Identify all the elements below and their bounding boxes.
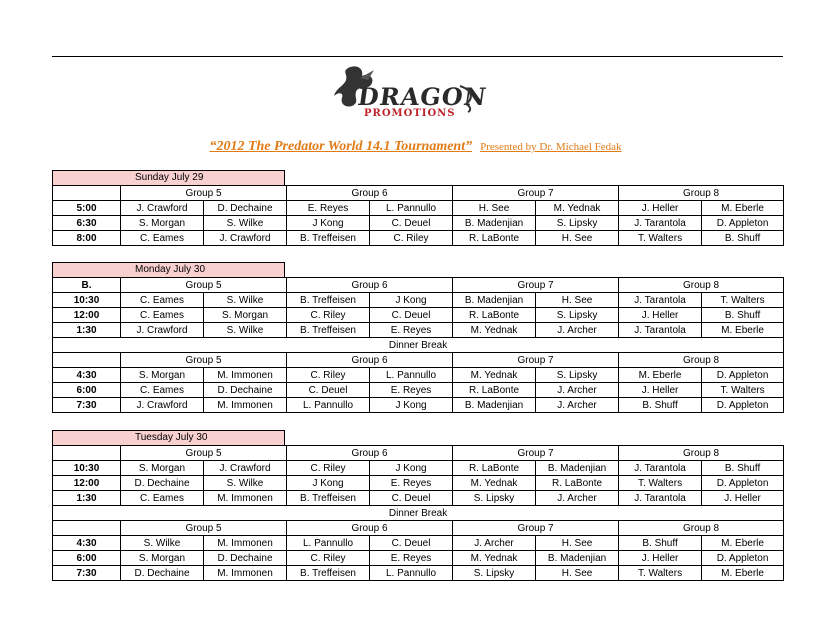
group-header: Group 7 <box>453 521 619 536</box>
player-cell: S. Lipsky <box>536 216 619 231</box>
player-cell: J Kong <box>287 476 370 491</box>
group-header: Group 8 <box>619 353 784 368</box>
group-header: Group 6 <box>287 278 453 293</box>
player-cell: S. Lipsky <box>536 368 619 383</box>
table-row <box>53 476 784 491</box>
player-cell: B. Madenjian <box>453 398 536 413</box>
player-cell: J. Heller <box>619 201 702 216</box>
player-cell: J. Crawford <box>204 231 287 246</box>
player-cell: C. Deuel <box>370 308 453 323</box>
corner-cell <box>53 353 121 368</box>
player-cell: E. Reyes <box>370 323 453 338</box>
time-cell: 8:00 <box>53 231 121 246</box>
break-row <box>53 338 784 353</box>
player-cell: S. Wilke <box>204 216 287 231</box>
group-header: Group 7 <box>453 278 619 293</box>
player-cell: D. Dechaine <box>204 201 287 216</box>
player-cell: B. Treffeisen <box>287 566 370 581</box>
dragon-tail-icon <box>458 84 478 114</box>
player-cell: B. Madenjian <box>453 293 536 308</box>
player-cell: H. See <box>536 231 619 246</box>
player-cell: L. Pannullo <box>370 201 453 216</box>
player-cell: M. Yednak <box>453 551 536 566</box>
player-cell: S. Wilke <box>204 476 287 491</box>
player-cell: J. Crawford <box>121 398 204 413</box>
player-cell: M. Eberle <box>702 566 784 581</box>
dragon-promotions-logo <box>330 62 489 124</box>
time-cell: 6:30 <box>53 216 121 231</box>
player-cell: M. Immonen <box>204 536 287 551</box>
group-header: Group 7 <box>453 186 619 201</box>
player-cell: S. Lipsky <box>453 566 536 581</box>
player-cell: C. Eames <box>121 308 204 323</box>
player-cell: D. Appleton <box>702 368 784 383</box>
time-cell: 5:00 <box>53 201 121 216</box>
table-row <box>53 536 784 551</box>
player-cell: J. Crawford <box>121 201 204 216</box>
group-header: Group 5 <box>121 186 287 201</box>
dinner-break: Dinner Break <box>53 338 784 353</box>
player-cell: S. Wilke <box>121 536 204 551</box>
player-cell: C. Riley <box>287 368 370 383</box>
player-cell: E. Reyes <box>370 551 453 566</box>
player-cell: J. Tarantola <box>619 491 702 506</box>
group-header: Group 5 <box>121 278 287 293</box>
player-cell: T. Walters <box>619 476 702 491</box>
player-cell: B. Treffeisen <box>287 293 370 308</box>
player-cell: M. Eberle <box>619 368 702 383</box>
player-cell: B. Shuff <box>702 461 784 476</box>
group-header-row <box>53 186 784 201</box>
player-cell: J. Tarantola <box>619 461 702 476</box>
player-cell: C. Deuel <box>370 491 453 506</box>
player-cell: T. Walters <box>619 566 702 581</box>
player-cell: B. Madenjian <box>536 461 619 476</box>
group-header-row <box>53 446 784 461</box>
table-row <box>53 231 784 246</box>
player-cell: H. See <box>536 536 619 551</box>
player-cell: E. Reyes <box>287 201 370 216</box>
player-cell: H. See <box>536 566 619 581</box>
table-row <box>53 566 784 581</box>
player-cell: J Kong <box>287 216 370 231</box>
player-cell: S. Morgan <box>121 216 204 231</box>
time-cell: 4:30 <box>53 536 121 551</box>
player-cell: S. Wilke <box>204 323 287 338</box>
player-cell: B. Shuff <box>702 231 784 246</box>
group-header: Group 8 <box>619 278 784 293</box>
player-cell: S. Lipsky <box>536 308 619 323</box>
player-cell: J Kong <box>370 398 453 413</box>
player-cell: C. Eames <box>121 231 204 246</box>
player-cell: R. LaBonte <box>453 308 536 323</box>
player-cell: M. Eberle <box>702 201 784 216</box>
player-cell: E. Reyes <box>370 476 453 491</box>
player-cell: L. Pannullo <box>287 536 370 551</box>
player-cell: M. Yednak <box>536 201 619 216</box>
player-cell: C. Eames <box>121 383 204 398</box>
player-cell: B. Treffeisen <box>287 491 370 506</box>
player-cell: S. Wilke <box>204 293 287 308</box>
player-cell: M. Eberle <box>702 323 784 338</box>
schedule-table <box>52 185 784 246</box>
group-header: Group 5 <box>121 353 287 368</box>
table-row <box>53 383 784 398</box>
group-header: Group 8 <box>619 186 784 201</box>
player-cell: J. Tarantola <box>619 293 702 308</box>
player-cell: D. Appleton <box>702 476 784 491</box>
player-cell: C. Riley <box>370 231 453 246</box>
player-cell: C. Riley <box>287 551 370 566</box>
player-cell: B. Treffeisen <box>287 323 370 338</box>
corner-cell: B. <box>53 278 121 293</box>
player-cell: J Kong <box>370 461 453 476</box>
player-cell: M. Yednak <box>453 323 536 338</box>
time-cell: 10:30 <box>53 293 121 308</box>
player-cell: J. Archer <box>536 398 619 413</box>
player-cell: R. LaBonte <box>453 383 536 398</box>
player-cell: D. Dechaine <box>204 551 287 566</box>
player-cell: J. Heller <box>619 551 702 566</box>
player-cell: B. Shuff <box>619 398 702 413</box>
player-cell: H. See <box>536 293 619 308</box>
player-cell: D. Dechaine <box>121 476 204 491</box>
player-cell: S. Morgan <box>121 551 204 566</box>
tournament-title <box>0 137 831 155</box>
schedule-table <box>52 277 784 413</box>
group-header: Group 6 <box>287 446 453 461</box>
player-cell: J. Heller <box>619 383 702 398</box>
table-row <box>53 461 784 476</box>
table-row <box>53 398 784 413</box>
player-cell: J. Crawford <box>204 461 287 476</box>
player-cell: D. Appleton <box>702 216 784 231</box>
group-header: Group 6 <box>287 521 453 536</box>
day-section <box>52 170 784 246</box>
player-cell: J Kong <box>370 293 453 308</box>
player-cell: L. Pannullo <box>370 368 453 383</box>
player-cell: R. LaBonte <box>536 476 619 491</box>
player-cell: S. Lipsky <box>453 491 536 506</box>
player-cell: J. Crawford <box>121 323 204 338</box>
player-cell: S. Morgan <box>121 461 204 476</box>
player-cell: C. Riley <box>287 461 370 476</box>
player-cell: M. Immonen <box>204 566 287 581</box>
player-cell: B. Shuff <box>619 536 702 551</box>
time-cell: 1:30 <box>53 491 121 506</box>
time-cell: 6:00 <box>53 383 121 398</box>
player-cell: R. LaBonte <box>453 461 536 476</box>
group-header-row <box>53 278 784 293</box>
day-section <box>52 430 784 581</box>
player-cell: E. Reyes <box>370 383 453 398</box>
day-header: Tuesday July 30 <box>52 430 285 445</box>
dinner-break: Dinner Break <box>53 506 784 521</box>
group-header: Group 6 <box>287 353 453 368</box>
player-cell: J. Tarantola <box>619 216 702 231</box>
player-cell: M. Eberle <box>702 536 784 551</box>
player-cell: C. Deuel <box>370 536 453 551</box>
player-cell: C. Deuel <box>287 383 370 398</box>
player-cell: D. Dechaine <box>204 383 287 398</box>
player-cell: M. Immonen <box>204 491 287 506</box>
player-cell: S. Morgan <box>204 308 287 323</box>
time-cell: 10:30 <box>53 461 121 476</box>
corner-cell <box>53 446 121 461</box>
logo-brand-text: DRAGON <box>355 82 489 111</box>
table-row <box>53 308 784 323</box>
title-main: “2012 The Predator World 14.1 Tournament” <box>209 139 473 154</box>
time-cell: 12:00 <box>53 476 121 491</box>
group-header-row <box>53 353 784 368</box>
group-header: Group 5 <box>121 521 287 536</box>
player-cell: B. Treffeisen <box>287 231 370 246</box>
player-cell: M. Immonen <box>204 368 287 383</box>
player-cell: L. Pannullo <box>370 566 453 581</box>
player-cell: B. Shuff <box>702 308 784 323</box>
group-header: Group 8 <box>619 446 784 461</box>
time-cell: 1:30 <box>53 323 121 338</box>
group-header: Group 6 <box>287 186 453 201</box>
time-cell: 7:30 <box>53 566 121 581</box>
day-header: Sunday July 29 <box>52 170 285 185</box>
player-cell: D. Appleton <box>702 551 784 566</box>
schedule-table <box>52 445 784 581</box>
player-cell: T. Walters <box>702 293 784 308</box>
day-section <box>52 262 784 413</box>
corner-cell <box>53 186 121 201</box>
break-row <box>53 506 784 521</box>
player-cell: C. Eames <box>121 293 204 308</box>
player-cell: M. Yednak <box>453 368 536 383</box>
player-cell: J. Heller <box>619 308 702 323</box>
group-header: Group 8 <box>619 521 784 536</box>
player-cell: R. LaBonte <box>453 231 536 246</box>
player-cell: B. Madenjian <box>453 216 536 231</box>
player-cell: D. Dechaine <box>121 566 204 581</box>
day-header: Monday July 30 <box>52 262 285 277</box>
player-cell: J. Archer <box>536 383 619 398</box>
player-cell: J. Archer <box>536 491 619 506</box>
player-cell: S. Morgan <box>121 368 204 383</box>
group-header: Group 7 <box>453 353 619 368</box>
time-cell: 7:30 <box>53 398 121 413</box>
table-row <box>53 323 784 338</box>
player-cell: T. Walters <box>702 383 784 398</box>
player-cell: B. Madenjian <box>536 551 619 566</box>
time-cell: 4:30 <box>53 368 121 383</box>
time-cell: 12:00 <box>53 308 121 323</box>
group-header: Group 7 <box>453 446 619 461</box>
time-cell: 6:00 <box>53 551 121 566</box>
table-row <box>53 491 784 506</box>
player-cell: J. Heller <box>702 491 784 506</box>
player-cell: J. Archer <box>453 536 536 551</box>
logo-tagline-text: PROMOTIONS <box>364 108 456 119</box>
player-cell: D. Appleton <box>702 398 784 413</box>
player-cell: L. Pannullo <box>287 398 370 413</box>
player-cell: M. Immonen <box>204 398 287 413</box>
player-cell: C. Eames <box>121 491 204 506</box>
player-cell: C. Deuel <box>370 216 453 231</box>
player-cell: J. Archer <box>536 323 619 338</box>
group-header-row <box>53 521 784 536</box>
player-cell: H. See <box>453 201 536 216</box>
table-row <box>53 293 784 308</box>
table-row <box>53 368 784 383</box>
player-cell: J. Tarantola <box>619 323 702 338</box>
player-cell: C. Riley <box>287 308 370 323</box>
table-row <box>53 201 784 216</box>
player-cell: M. Yednak <box>453 476 536 491</box>
table-row <box>53 551 784 566</box>
table-row <box>53 216 784 231</box>
top-rule <box>52 56 783 57</box>
player-cell: T. Walters <box>619 231 702 246</box>
title-sub: Presented by Dr. Michael Fedak <box>480 141 622 153</box>
corner-cell <box>53 521 121 536</box>
group-header: Group 5 <box>121 446 287 461</box>
